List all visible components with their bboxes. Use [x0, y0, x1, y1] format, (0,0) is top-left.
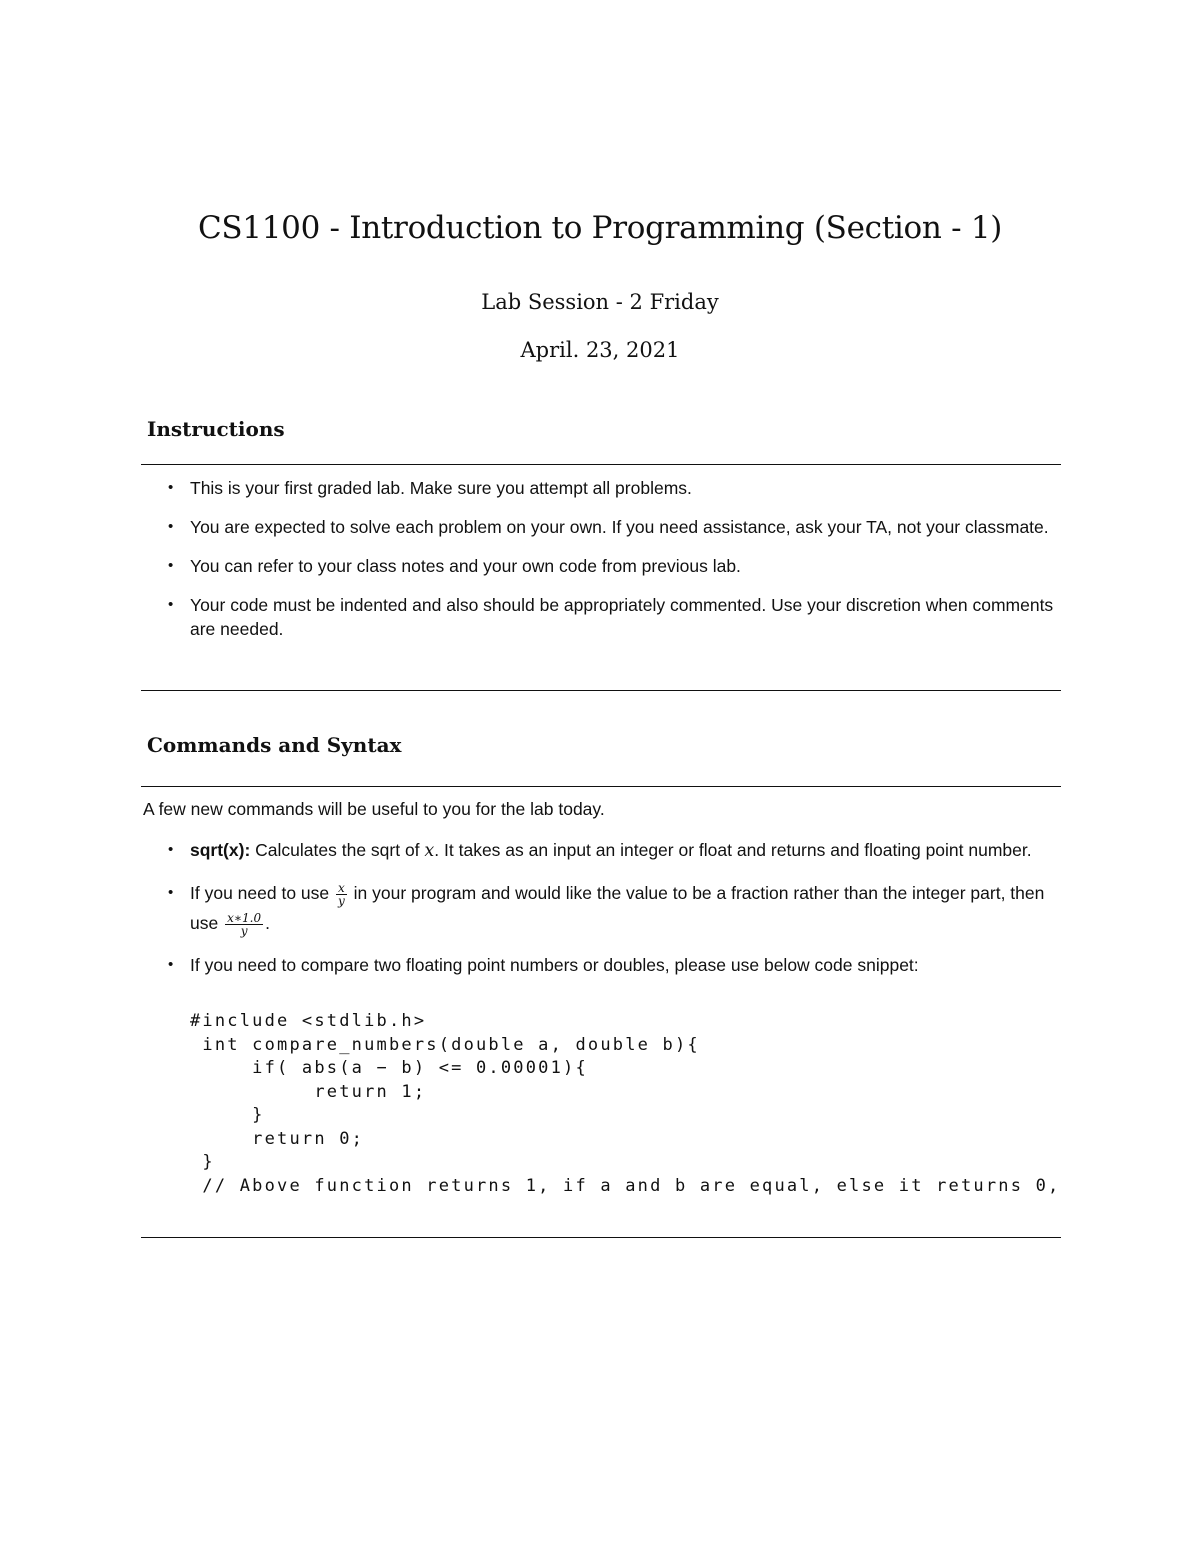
list-item [0, 593, 1200, 641]
list-item [0, 476, 1200, 500]
instructions-heading: Instructions [147, 417, 285, 441]
list-item [0, 953, 1200, 977]
code-line: int compare_numbers(double a, double b){ [190, 1034, 700, 1055]
list-item [0, 878, 1200, 938]
command-text: . It takes as an input an integer or float and returns and floating point number. [434, 840, 1032, 860]
bullet-icon: • [168, 557, 174, 574]
command-text: If you need to compare two floating point numbers or doubles, please use below code snippet: [190, 955, 919, 975]
fraction-numerator: x [338, 880, 345, 895]
fraction-x-times-one-over-y [225, 912, 263, 937]
bullet-icon: • [168, 884, 174, 901]
code-line: if( abs(a − b) <= 0.00001){ [190, 1058, 588, 1078]
commands-heading: Commands and Syntax [147, 733, 402, 757]
fraction-denominator: y [240, 923, 248, 938]
code-line: } [190, 1152, 215, 1172]
fraction-denominator: y [338, 893, 345, 908]
instruction-text: You can refer to your class notes and your own code from previous lab. [190, 556, 741, 576]
list-item [0, 554, 1200, 578]
code-line: // Above function returns 1, if a and b are equal, else it returns 0, [190, 1175, 1061, 1196]
bullet-icon: • [168, 841, 174, 858]
instructions-bottom-rule [141, 690, 1061, 691]
fraction-x-over-y [336, 882, 347, 907]
code-line: return 0; [190, 1128, 365, 1149]
commands-list [0, 838, 1200, 992]
command-term: sqrt(x): [190, 840, 251, 860]
commands-intro: A few new commands will be useful to you for the lab today. [143, 799, 605, 819]
instructions-list [0, 476, 1200, 656]
command-text: Calculates the sqrt of [255, 840, 420, 860]
list-item [0, 515, 1200, 539]
instruction-text: This is your first graded lab. Make sure you attempt all problems. [190, 478, 692, 498]
instruction-text: You are expected to solve each problem on your own. If you need assistance, ask your TA, not your classmate. [190, 517, 1049, 537]
fraction-numerator: x∗1.0 [227, 910, 262, 925]
bullet-icon: • [168, 956, 174, 973]
code-line: } [190, 1105, 265, 1125]
command-text: If you need to use [190, 883, 330, 903]
instructions-top-rule [141, 464, 1061, 465]
lab-session-subtitle: Lab Session - 2 Friday [481, 290, 719, 314]
instruction-text: Your code must be indented and also should be appropriately commented. Use your discretion when comments are needed. [190, 595, 1054, 639]
code-line: return 1; [190, 1081, 427, 1102]
commands-bottom-rule [141, 1237, 1061, 1238]
code-snippet [190, 1010, 1060, 1198]
list-item [0, 838, 1200, 863]
document-date: April. 23, 2021 [520, 338, 680, 362]
math-variable: x [424, 841, 435, 861]
commands-top-rule [141, 786, 1061, 787]
bullet-icon: • [168, 479, 174, 496]
command-text: in your program and would like the value to be a fraction rather than the integer part, then use [190, 883, 1045, 933]
bullet-icon: • [168, 596, 174, 613]
command-text: . [265, 913, 270, 933]
bullet-icon: • [168, 518, 174, 535]
code-line: #include <stdlib.h> [190, 1011, 427, 1031]
page-title: CS1100 - Introduction to Programming (Section - 1) [197, 210, 1003, 246]
